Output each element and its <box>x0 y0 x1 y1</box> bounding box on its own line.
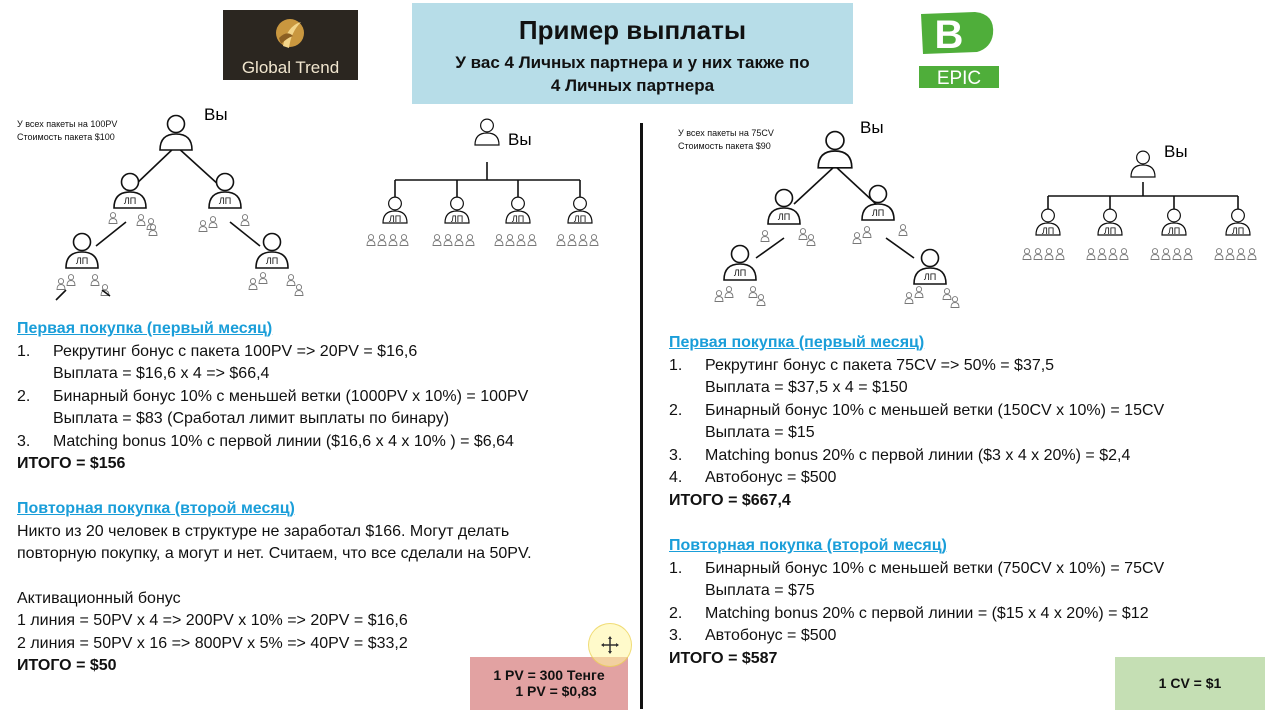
list-item-text: Бинарный бонус 10% с меньшей ветки (150CV x 10%) = 15CV <box>705 401 1165 419</box>
left-repeat-total: ИТОГО = $50 <box>17 657 117 674</box>
list-item-text: Бинарный бонус 10% с меньшей ветки (750CV x 10%) = 75CV <box>705 559 1165 577</box>
right-note-line2: Стоимость пакета $90 <box>678 141 771 151</box>
column-divider <box>640 123 643 709</box>
mini-person-icon <box>725 287 733 298</box>
left-binary-tree-diagram <box>30 100 330 305</box>
global-trend-logo <box>223 10 358 80</box>
list-item-text: Автобонус = $500 <box>705 627 837 644</box>
mini-group-icon <box>1215 249 1256 260</box>
move-cursor-icon <box>589 624 631 666</box>
logo-text-global-trend: Global Trend <box>241 58 340 77</box>
left-first-total: ИТОГО = $156 <box>17 455 126 472</box>
mini-group-icon <box>1087 249 1128 260</box>
lp-label: ЛП <box>511 214 525 224</box>
right-binary-tree-diagram <box>690 108 980 313</box>
mini-person-icon <box>915 287 923 298</box>
mini-group-icon <box>1151 249 1192 260</box>
left-flat-tree-diagram <box>360 118 620 253</box>
mini-person-icon <box>287 275 295 286</box>
list-item-text: Выплата = $37,5 x 4 = $150 <box>705 379 908 396</box>
right-first-purchase-section <box>669 332 1269 512</box>
list-number: 3. <box>669 446 683 464</box>
lp-label: ЛП <box>777 212 791 222</box>
page-title: Пример выплаты <box>518 15 747 45</box>
mini-person-icon <box>109 213 117 224</box>
list-item-text: Выплата = $16,6 x 4 => $66,4 <box>53 365 270 382</box>
lp-label: ЛП <box>1041 226 1055 236</box>
you-person-icon <box>1131 151 1155 177</box>
right-note-line1: У всех пакеты на 75CV <box>678 128 774 138</box>
mini-person-icon <box>209 217 217 228</box>
mini-person-icon <box>899 225 907 236</box>
mini-group-icon <box>557 235 598 246</box>
lp-label: ЛП <box>733 268 747 278</box>
list-number: 2. <box>17 387 31 405</box>
page-subtitle-line2: 4 Личных партнера <box>550 76 715 95</box>
lp-label: ЛП <box>265 256 279 266</box>
list-item-text: Matching bonus 20% с первой линии = ($15 x 4 x 20%) = $12 <box>705 604 1149 622</box>
list-item-text: Выплата = $83 (Сработал лимит выплаты по бинару) <box>53 410 450 427</box>
line-one-calc: 1 линия = 50PV x 4 => 200PV x 10% => 20PV = $16,6 <box>17 612 408 629</box>
mini-person-icon <box>295 285 303 296</box>
left-repeat-purchase-section <box>17 498 632 678</box>
list-number: 4. <box>669 469 683 486</box>
mini-person-icon <box>57 279 65 290</box>
lp-label: ЛП <box>218 196 232 206</box>
you-person-icon <box>818 132 852 168</box>
globe-leaf-icon <box>275 16 305 54</box>
left-first-heading: Первая покупка (первый месяц) <box>17 320 273 337</box>
lp-label: ЛП <box>450 214 464 224</box>
lp-label: ЛП <box>871 208 885 218</box>
mini-person-icon <box>761 231 769 242</box>
right-binary-you-label: Вы <box>860 118 884 137</box>
mini-person-icon <box>749 287 757 298</box>
right-first-heading: Первая покупка (первый месяц) <box>669 334 925 351</box>
list-number: 2. <box>669 401 683 419</box>
left-note-line2: Стоимость пакета $100 <box>17 132 115 142</box>
bepic-logo-icon <box>915 8 1001 90</box>
mini-person-icon <box>757 295 765 306</box>
right-repeat-heading: Повторная покупка (второй месяц) <box>669 537 947 554</box>
left-binary-you-label: Вы <box>204 105 228 124</box>
list-number: 3. <box>17 432 31 450</box>
mini-person-icon <box>137 215 145 226</box>
mini-group-icon <box>367 235 408 246</box>
paragraph-line: повторную покупку, а могут и нет. Считаем, что все сделали на 50PV. <box>17 545 532 562</box>
cursor-highlight <box>588 623 632 667</box>
title-banner <box>412 3 853 104</box>
bepic-logo <box>915 8 1001 90</box>
line-two-calc: 2 линия = 50PV x 16 => 800PV x 5% => 40PV = $33,2 <box>17 634 408 652</box>
mini-person-icon <box>951 297 959 308</box>
left-repeat-heading: Повторная покупка (второй месяц) <box>17 500 295 517</box>
list-item-text: Автобонус = $500 <box>705 469 837 486</box>
mini-person-icon <box>91 275 99 286</box>
you-person-icon <box>475 119 499 145</box>
lp-label: ЛП <box>1103 226 1117 236</box>
mini-person-icon <box>905 293 913 304</box>
mini-person-icon <box>241 215 249 226</box>
pv-dollar-rate: 1 PV = $0,83 <box>515 683 597 699</box>
list-item-text: Рекрутинг бонус с пакета 100PV => 20PV = $16,6 <box>53 342 418 360</box>
mini-person-icon <box>943 289 951 300</box>
left-note-line1: У всех пакеты на 100PV <box>17 119 118 129</box>
lp-label: ЛП <box>923 272 937 282</box>
page-subtitle-line1: У вас 4 Личных партнера и у них также по <box>455 53 810 72</box>
right-flat-tree-diagram <box>1020 140 1265 265</box>
logo-letter: B <box>934 13 964 57</box>
list-number: 1. <box>669 356 683 374</box>
mini-person-icon <box>259 273 267 284</box>
cv-dollar-rate: 1 CV = $1 <box>1158 675 1222 691</box>
left-flat-you-label: Вы <box>508 130 532 149</box>
list-number: 1. <box>17 342 31 360</box>
list-number: 3. <box>669 627 683 644</box>
right-repeat-total: ИТОГО = $587 <box>669 649 778 667</box>
lp-label: ЛП <box>573 214 587 224</box>
lp-label: ЛП <box>388 214 402 224</box>
list-number: 1. <box>669 559 683 577</box>
mini-person-icon <box>853 233 861 244</box>
mini-person-icon <box>149 225 157 236</box>
mini-person-icon <box>67 275 75 286</box>
list-item-text: Рекрутинг бонус с пакета 75CV => 50% = $37,5 <box>705 356 1055 374</box>
list-item-text: Matching bonus 10% с первой линии ($16,6 x 4 x 10% ) = $6,64 <box>53 432 514 450</box>
list-item-text: Выплата = $15 <box>705 424 815 441</box>
mini-person-icon <box>199 221 207 232</box>
you-person-icon <box>160 116 192 151</box>
list-number: 2. <box>669 604 683 622</box>
lp-label: ЛП <box>1231 226 1245 236</box>
mini-person-icon <box>715 291 723 302</box>
list-item-text: Бинарный бонус 10% с меньшей ветки (1000PV x 10%) = 100PV <box>53 387 529 405</box>
logo-text-epic: EPIC <box>936 68 982 89</box>
lp-label: ЛП <box>1167 226 1181 236</box>
list-item-text: Выплата = $75 <box>705 582 815 599</box>
paragraph-line: Никто из 20 человек в структуре не заработал $166. Могут делать <box>17 522 510 540</box>
right-first-total: ИТОГО = $667,4 <box>669 491 791 509</box>
right-repeat-purchase-section <box>669 535 1269 670</box>
mini-person-icon <box>799 229 807 240</box>
list-item-text: Matching bonus 20% с первой линии ($3 x 4 x 20%) = $2,4 <box>705 446 1131 464</box>
mini-person-icon <box>863 227 871 238</box>
mini-group-icon <box>433 235 474 246</box>
mini-person-icon <box>807 235 815 246</box>
lp-label: ЛП <box>75 256 89 266</box>
pv-tenge-rate: 1 PV = 300 Тенге <box>493 667 605 683</box>
activation-bonus-label: Активационный бонус <box>17 589 181 607</box>
lp-label: ЛП <box>123 196 137 206</box>
mini-person-icon <box>249 279 257 290</box>
mini-group-icon <box>1023 249 1064 260</box>
cv-conversion-box <box>1115 657 1265 710</box>
right-flat-you-label: Вы <box>1164 142 1188 161</box>
left-first-purchase-section <box>17 318 632 476</box>
mini-group-icon <box>495 235 536 246</box>
